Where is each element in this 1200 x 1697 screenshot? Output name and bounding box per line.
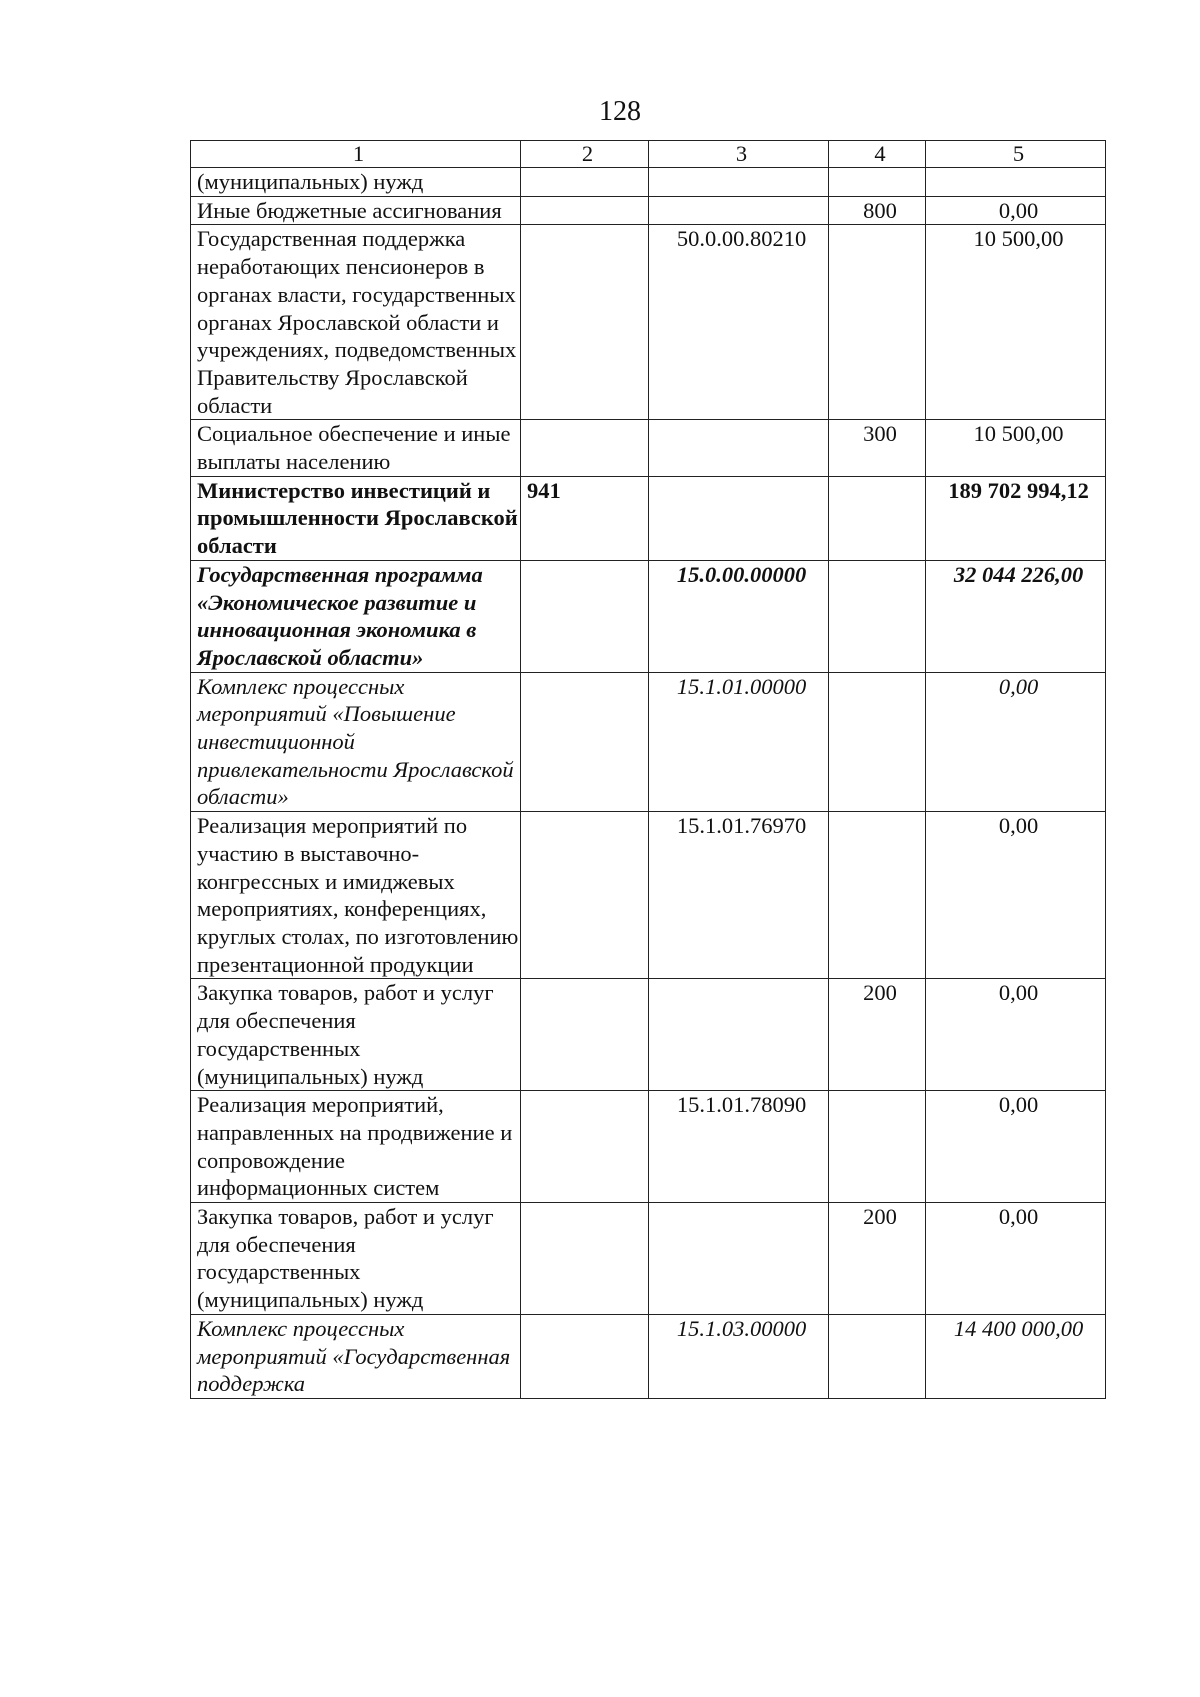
row-code: 941	[521, 476, 649, 560]
table-row	[191, 168, 1106, 197]
row-name: Государственная программа «Экономическое развитие и инновационная экономика в Ярославской области»	[191, 560, 521, 672]
row-type	[829, 1314, 926, 1398]
table-row	[191, 1314, 1106, 1398]
row-amount: 0,00	[926, 812, 1106, 979]
table-row	[191, 672, 1106, 812]
table-row	[191, 812, 1106, 979]
table-row	[191, 1091, 1106, 1203]
row-amount: 14 400 000,00	[926, 1314, 1106, 1398]
header-col-3: 3	[649, 141, 829, 168]
row-code	[521, 1203, 649, 1315]
row-type	[829, 225, 926, 420]
row-type	[829, 476, 926, 560]
row-name: Закупка товаров, работ и услуг для обеспечения государственных (муниципальных) нужд	[191, 1203, 521, 1315]
row-target: 15.1.01.78090	[649, 1091, 829, 1203]
row-target: 15.1.01.76970	[649, 812, 829, 979]
row-code	[521, 168, 649, 197]
budget-table	[190, 140, 1106, 1399]
row-amount	[926, 168, 1106, 197]
row-target: 15.1.03.00000	[649, 1314, 829, 1398]
table-row	[191, 420, 1106, 476]
row-type	[829, 168, 926, 197]
row-code	[521, 979, 649, 1091]
table-row	[191, 476, 1106, 560]
row-name: Комплекс процессных мероприятий «Повышение инвестиционной привлекательности Ярославской области»	[191, 672, 521, 812]
row-type	[829, 1091, 926, 1203]
row-amount: 0,00	[926, 979, 1106, 1091]
row-code	[521, 672, 649, 812]
row-target: 15.0.00.00000	[649, 560, 829, 672]
row-type: 200	[829, 1203, 926, 1315]
row-name: Закупка товаров, работ и услуг для обеспечения государственных (муниципальных) нужд	[191, 979, 521, 1091]
header-col-5: 5	[926, 141, 1106, 168]
row-code	[521, 225, 649, 420]
table-row	[191, 979, 1106, 1091]
header-row	[191, 141, 1106, 168]
row-name: Иные бюджетные ассигнования	[191, 196, 521, 225]
row-name: Реализация мероприятий, направленных на продвижение и сопровождение информационных систем	[191, 1091, 521, 1203]
row-type	[829, 812, 926, 979]
row-code	[521, 420, 649, 476]
row-amount: 10 500,00	[926, 225, 1106, 420]
row-target: 50.0.00.80210	[649, 225, 829, 420]
row-amount: 0,00	[926, 1091, 1106, 1203]
row-code	[521, 196, 649, 225]
row-amount: 189 702 994,12	[926, 476, 1106, 560]
row-code	[521, 1091, 649, 1203]
row-target	[649, 979, 829, 1091]
row-target	[649, 1203, 829, 1315]
table-row	[191, 560, 1106, 672]
row-name: Социальное обеспечение и иные выплаты населению	[191, 420, 521, 476]
row-name: Государственная поддержка неработающих пенсионеров в органах власти, государственных органах Ярославской области и учреждениях, подведомственных Правительству Ярославской области	[191, 225, 521, 420]
row-target	[649, 420, 829, 476]
row-amount: 10 500,00	[926, 420, 1106, 476]
row-amount: 0,00	[926, 196, 1106, 225]
row-target	[649, 168, 829, 197]
row-type: 800	[829, 196, 926, 225]
row-code	[521, 560, 649, 672]
row-target	[649, 476, 829, 560]
header-col-2: 2	[521, 141, 649, 168]
table-row	[191, 225, 1106, 420]
row-name: Министерство инвестиций и промышленности Ярославской области	[191, 476, 521, 560]
row-name: Комплекс процессных мероприятий «Государственная поддержка	[191, 1314, 521, 1398]
row-code	[521, 1314, 649, 1398]
row-type: 200	[829, 979, 926, 1091]
row-name: (муниципальных) нужд	[191, 168, 521, 197]
header-col-1: 1	[191, 141, 521, 168]
header-col-4: 4	[829, 141, 926, 168]
row-type	[829, 672, 926, 812]
table-row	[191, 196, 1106, 225]
row-code	[521, 812, 649, 979]
row-name: Реализация мероприятий по участию в выставочно-конгрессных и имиджевых мероприятиях, конференциях, круглых столах, по изготовлению презентационной продукции	[191, 812, 521, 979]
row-target	[649, 196, 829, 225]
row-type	[829, 560, 926, 672]
row-amount: 32 044 226,00	[926, 560, 1106, 672]
row-amount: 0,00	[926, 672, 1106, 812]
row-target: 15.1.01.00000	[649, 672, 829, 812]
row-type: 300	[829, 420, 926, 476]
row-amount: 0,00	[926, 1203, 1106, 1315]
table-row	[191, 1203, 1106, 1315]
page-number: 128	[599, 96, 641, 127]
